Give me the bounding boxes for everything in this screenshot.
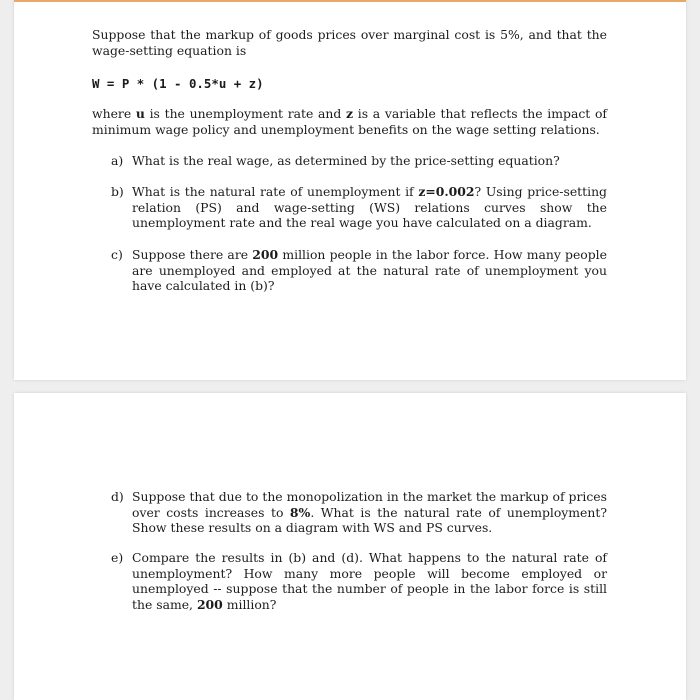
document-page-2 [14, 393, 686, 700]
labor-force-value: 200 [252, 247, 279, 262]
question-label: b) [111, 184, 124, 199]
z-value: z=0.002 [418, 184, 475, 199]
question-e [111, 550, 607, 612]
question-label: e) [111, 550, 124, 565]
z-variable: z [346, 106, 354, 121]
u-variable: u [135, 106, 145, 121]
question-text: What is the real wage, as determined by the price-setting equation? [132, 153, 560, 168]
question-text: What is the natural rate of unemployment if z=0.002? Using price-setting relation (PS) and wage-setting (WS) relations curves show the unemployment rate and the real wage you have calculated on a diagram. [132, 184, 607, 230]
question-label: c) [111, 247, 123, 262]
variable-definition-paragraph: where u is the unemployment rate and z is a variable that reflects the impact of minimum wage policy and unemployment benefits on the wage setting relations. [92, 106, 607, 137]
question-a [111, 153, 607, 169]
question-d [111, 489, 607, 536]
question-text: Compare the results in (b) and (d). What happens to the natural rate of unemployment? How many more people will become employed or unemployed -- suppose that the number of people in the labor force is still the same, 200 million? [132, 550, 607, 612]
question-label: d) [111, 489, 124, 504]
wage-setting-equation: W = P * (1 - 0.5*u + z) [92, 76, 264, 91]
question-text: Suppose that due to the monopolization in the market the markup of prices over costs increases to 8%. What is the natural rate of unemployment? Show these results on a diagram with WS and PS curves. [132, 489, 607, 535]
intro-paragraph [92, 27, 607, 58]
question-b [111, 184, 607, 231]
question-c [111, 247, 607, 294]
markup-value: 8% [289, 504, 311, 520]
document-page-1 [14, 0, 686, 380]
labor-force-value: 200 [196, 596, 223, 612]
intro-text: Suppose that the markup of goods prices over marginal cost is 5%, and that the wage-setting equation is [92, 27, 607, 58]
question-label: a) [111, 153, 124, 168]
question-text: Suppose there are 200 million people in the labor force. How many people are unemployed and employed at the natural rate of unemployment you have calculated in (b)? [132, 247, 607, 293]
